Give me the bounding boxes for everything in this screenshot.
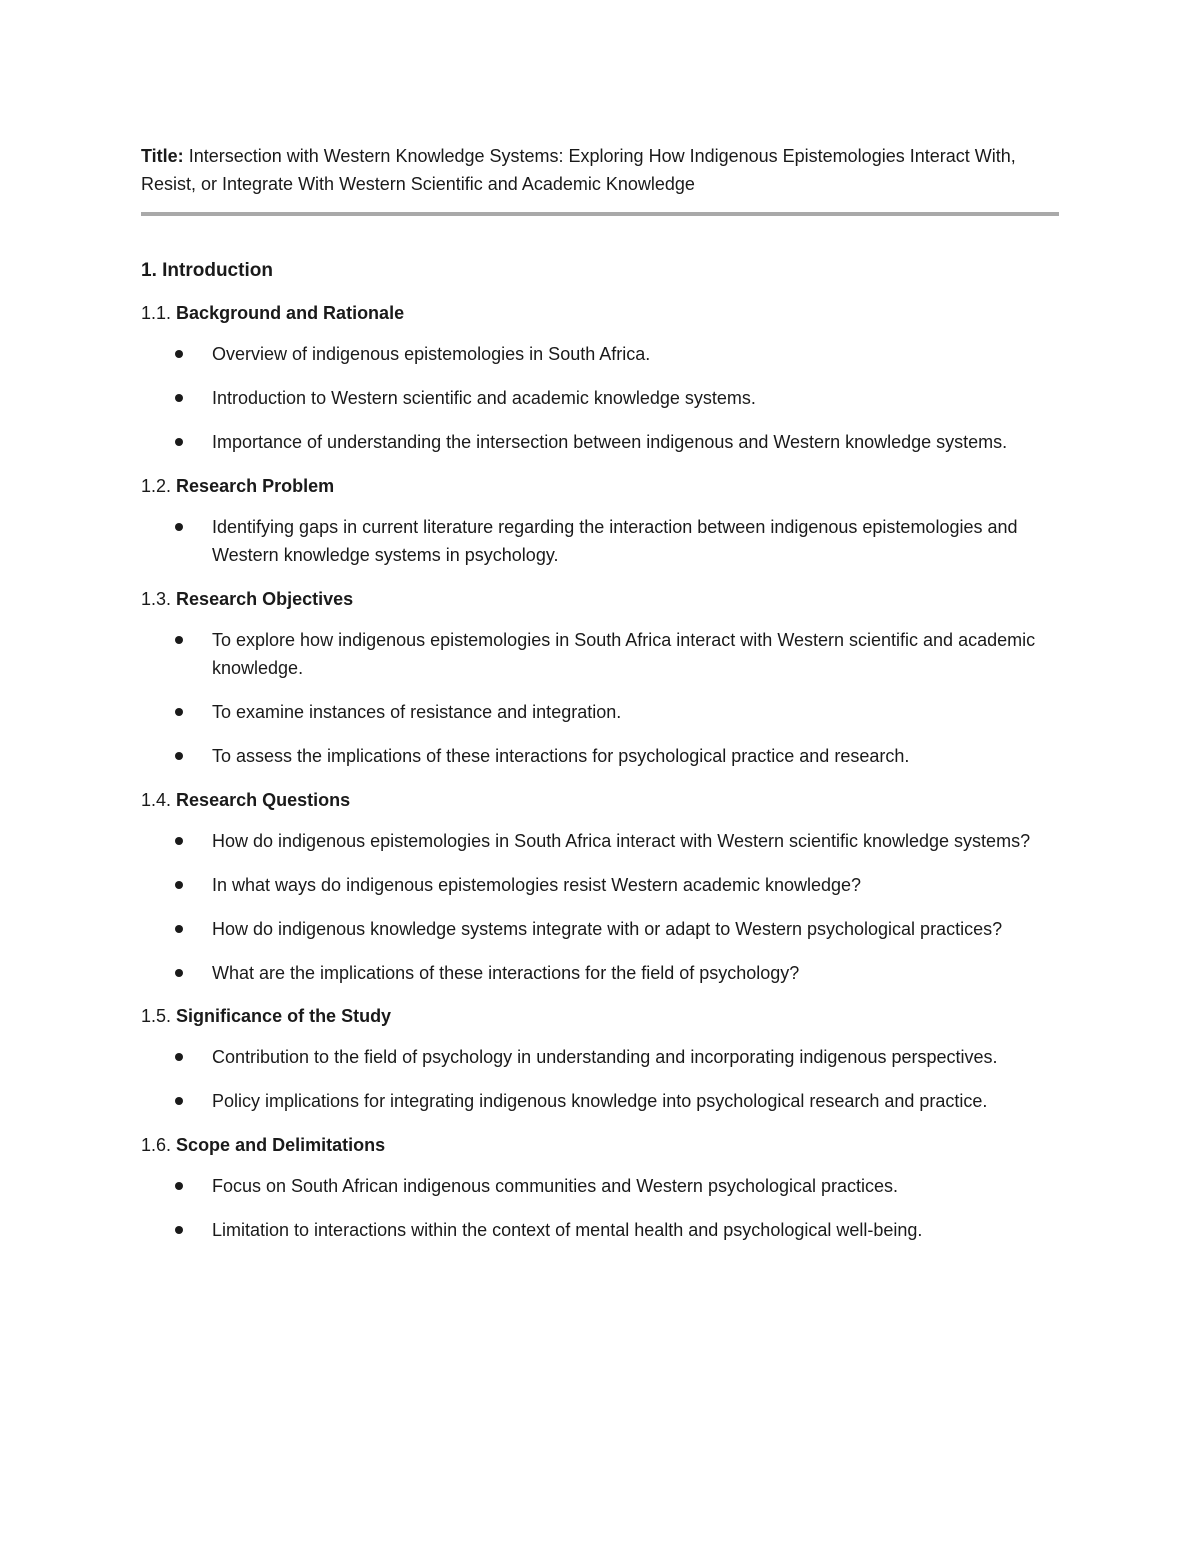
bullet-list bbox=[141, 827, 1061, 988]
bullet-list bbox=[141, 1043, 1061, 1116]
list-item bbox=[141, 1216, 1061, 1245]
list-item bbox=[141, 384, 1061, 413]
subsection-title: Research Questions bbox=[176, 789, 351, 810]
subsection-number: 1.4. bbox=[141, 789, 172, 810]
list-item bbox=[141, 827, 1061, 856]
bullet-icon bbox=[175, 394, 183, 402]
document-title bbox=[141, 142, 1061, 198]
subsection bbox=[141, 786, 1061, 988]
bullet-icon bbox=[175, 969, 183, 977]
bullet-icon bbox=[175, 708, 183, 716]
subsection-number: 1.6. bbox=[141, 1134, 172, 1155]
bullet-icon bbox=[175, 438, 183, 446]
list-item-text: Identifying gaps in current literature regarding the interaction between indigenous epistemologies and Western knowledge systems in psychology. bbox=[212, 516, 1018, 565]
subsection bbox=[141, 585, 1061, 771]
horizontal-divider bbox=[141, 212, 1059, 216]
bullet-icon bbox=[175, 837, 183, 845]
list-item bbox=[141, 513, 1061, 570]
list-item-text: Overview of indigenous epistemologies in South Africa. bbox=[212, 344, 651, 364]
bullet-icon bbox=[175, 1226, 183, 1234]
list-item bbox=[141, 1087, 1061, 1116]
subsection-title: Research Objectives bbox=[176, 588, 354, 609]
subsection bbox=[141, 472, 1061, 570]
list-item-text: How do indigenous knowledge systems integrate with or adapt to Western psychological practices? bbox=[212, 918, 1003, 939]
bullet-list bbox=[141, 340, 1061, 457]
bullet-icon bbox=[175, 350, 183, 358]
list-item-text: Policy implications for integrating indigenous knowledge into psychological research and practice. bbox=[212, 1091, 988, 1111]
subsection-list bbox=[141, 299, 1061, 1244]
bullet-icon bbox=[175, 1182, 183, 1190]
list-item bbox=[141, 871, 1061, 900]
bullet-icon bbox=[175, 1097, 183, 1105]
list-item bbox=[141, 428, 1061, 457]
subsection bbox=[141, 1131, 1061, 1245]
subsection-heading bbox=[141, 1002, 1061, 1030]
subsection-title: Significance of the Study bbox=[176, 1006, 392, 1026]
subsection-number: 1.1. bbox=[141, 303, 172, 323]
subsection bbox=[141, 299, 1061, 457]
list-item bbox=[141, 1172, 1061, 1201]
list-item-text: What are the implications of these interactions for the field of psychology? bbox=[212, 962, 800, 983]
document-body bbox=[141, 257, 1061, 1259]
list-item-text: Importance of understanding the intersection between indigenous and Western knowledge systems. bbox=[212, 432, 1008, 452]
list-item bbox=[141, 340, 1061, 369]
subsection-heading bbox=[141, 299, 1061, 327]
title-text: Intersection with Western Knowledge Systems: Exploring How Indigenous Epistemologies Interact With, Resist, or Integrate With Western Scientific and Academic Knowledge bbox=[141, 146, 1016, 194]
list-item bbox=[141, 742, 1061, 771]
bullet-icon bbox=[175, 881, 183, 889]
list-item bbox=[141, 915, 1061, 944]
list-item-text: Introduction to Western scientific and academic knowledge systems. bbox=[212, 388, 756, 408]
list-item-text: In what ways do indigenous epistemologies resist Western academic knowledge? bbox=[212, 874, 862, 895]
bullet-icon bbox=[175, 636, 183, 644]
subsection bbox=[141, 1002, 1061, 1116]
bullet-icon bbox=[175, 925, 183, 933]
list-item-text: How do indigenous epistemologies in South Africa interact with Western scientific knowledge systems? bbox=[212, 830, 1031, 851]
list-item bbox=[141, 1043, 1061, 1072]
list-item-text: Focus on South African indigenous communities and Western psychological practices. bbox=[212, 1175, 899, 1196]
subsection-title: Scope and Delimitations bbox=[176, 1134, 386, 1155]
bullet-list bbox=[141, 1172, 1061, 1245]
subsection-number: 1.2. bbox=[141, 475, 172, 496]
bullet-icon bbox=[175, 752, 183, 760]
list-item-text: Limitation to interactions within the context of mental health and psychological well-being. bbox=[212, 1219, 923, 1240]
subsection-title: Research Problem bbox=[176, 475, 335, 496]
bullet-icon bbox=[175, 523, 183, 531]
list-item bbox=[141, 959, 1061, 988]
list-item-text: To examine instances of resistance and integration. bbox=[212, 702, 622, 722]
list-item-text: Contribution to the field of psychology in understanding and incorporating indigenous perspectives. bbox=[212, 1047, 998, 1067]
subsection-heading bbox=[141, 786, 1061, 814]
list-item-text: To assess the implications of these interactions for psychological practice and research. bbox=[212, 746, 910, 766]
subsection-number: 1.3. bbox=[141, 588, 172, 609]
subsection-heading bbox=[141, 472, 1061, 500]
list-item bbox=[141, 698, 1061, 727]
subsection-title: Background and Rationale bbox=[176, 303, 405, 323]
bullet-icon bbox=[175, 1053, 183, 1061]
subsection-heading bbox=[141, 585, 1061, 613]
title-label: Title: bbox=[141, 146, 184, 166]
subsection-heading bbox=[141, 1131, 1061, 1159]
list-item bbox=[141, 626, 1061, 683]
bullet-list bbox=[141, 626, 1061, 771]
bullet-list bbox=[141, 513, 1061, 570]
list-item-text: To explore how indigenous epistemologies in South Africa interact with Western scientific and academic knowledge. bbox=[212, 629, 1036, 678]
section-heading: 1. Introduction bbox=[141, 260, 273, 281]
subsection-number: 1.5. bbox=[141, 1006, 172, 1026]
